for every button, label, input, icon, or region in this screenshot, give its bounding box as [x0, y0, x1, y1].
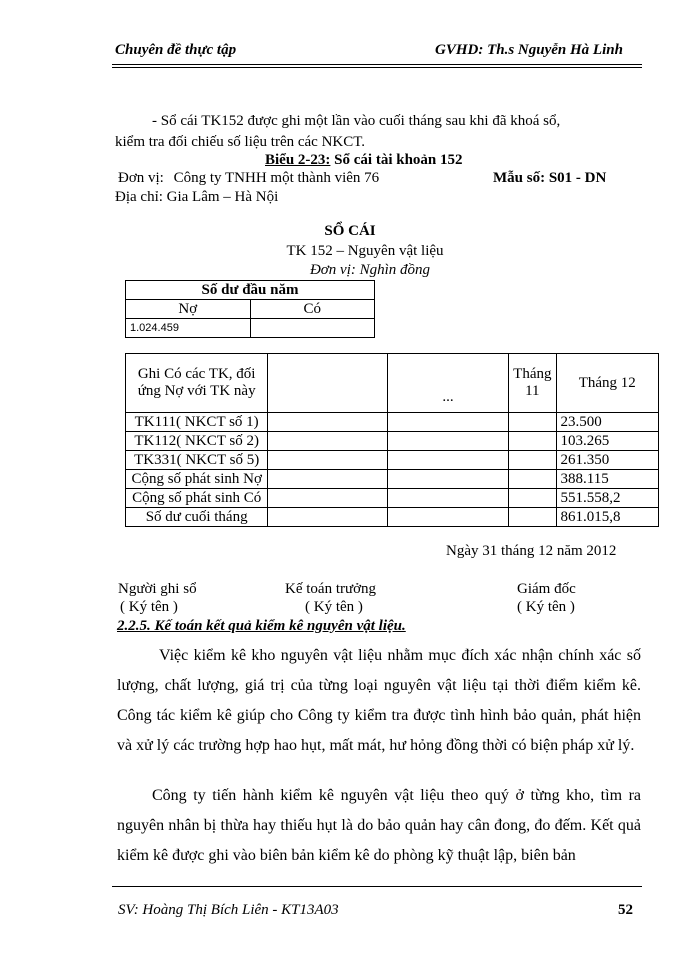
row-cell-empty [509, 432, 556, 451]
row-cell-empty [268, 432, 388, 451]
header-contra-line-1: Ghi Có các TK, đối [137, 366, 256, 382]
table-row [126, 451, 659, 470]
ledger-currency-unit: Đơn vị: Nghìn đồng [309, 262, 431, 278]
header-rule [112, 64, 642, 68]
signing-date: Ngày 31 tháng 12 năm 2012 [446, 543, 617, 559]
table-row [126, 489, 659, 508]
row-cell-empty [509, 489, 556, 508]
row-label: TK112( NKCT số 2) [126, 432, 268, 451]
row-cell-empty [268, 470, 388, 489]
row-cell-empty [387, 413, 508, 432]
row-cell-empty [509, 508, 556, 527]
opening-credit-value [250, 319, 375, 338]
row-value-december: 23.500 [556, 413, 659, 432]
row-value-december: 861.015,8 [556, 508, 659, 527]
ledger-table [125, 353, 659, 527]
opening-debit-header: Nợ [126, 300, 251, 319]
row-cell-empty [387, 432, 508, 451]
row-value-december: 103.265 [556, 432, 659, 451]
row-value-december: 261.350 [556, 451, 659, 470]
row-cell-empty [387, 451, 508, 470]
intro-line-1: - Sổ cái TK152 được ghi một lần vào cuối tháng sau khi đã khoá sổ, [152, 113, 561, 129]
opening-balance-title: Số dư đầu năm [126, 281, 375, 300]
row-label: Số dư cuối tháng [126, 508, 268, 527]
row-cell-empty [268, 413, 388, 432]
row-cell-empty [509, 470, 556, 489]
footer-student: SV: Hoàng Thị Bích Liên - KT13A03 [118, 902, 339, 918]
header-month-12: Tháng 12 [556, 354, 659, 413]
opening-balance-table [125, 280, 375, 338]
row-value-december: 551.558,2 [556, 489, 659, 508]
row-cell-empty [509, 451, 556, 470]
opening-credit-header: Có [250, 300, 375, 319]
header-contra-account [126, 354, 268, 413]
row-cell-empty [268, 508, 388, 527]
table-row [126, 432, 659, 451]
signature-recorder-sign: ( Ký tên ) [120, 599, 178, 615]
row-cell-empty [509, 413, 556, 432]
signature-chief-accountant-sign: ( Ký tên ) [305, 599, 363, 615]
header-ellipsis: ... [387, 354, 508, 413]
table-row [126, 470, 659, 489]
header-month-11: Tháng 11 [509, 354, 556, 413]
row-cell-empty [387, 470, 508, 489]
row-label: TK331( NKCT số 5) [126, 451, 268, 470]
row-cell-empty [268, 451, 388, 470]
intro-line-2: kiểm tra đối chiếu số liệu trên các NKCT. [115, 134, 366, 150]
exhibit-name: Sổ cái tài khoản 152 [330, 152, 463, 168]
form-number: Mẫu số: S01 - DN [493, 170, 607, 186]
table-row [126, 508, 659, 527]
signature-recorder-title: Người ghi sổ [118, 581, 197, 597]
footer-rule [112, 886, 642, 887]
footer-page-number: 52 [618, 902, 633, 918]
address-line: Địa chỉ: Gia Lâm – Hà Nội [115, 189, 279, 205]
ledger-title: SỔ CÁI [324, 223, 376, 239]
row-cell-empty [268, 489, 388, 508]
ledger-account: TK 152 – Nguyên vật liệu [286, 243, 444, 259]
unit-line [118, 170, 379, 187]
row-value-december: 388.115 [556, 470, 659, 489]
exhibit-title [265, 152, 463, 169]
header-advisor: GVHD: Th.s Nguyễn Hà Linh [435, 42, 623, 58]
signature-director-title: Giám đốc [517, 581, 576, 597]
row-cell-empty [387, 508, 508, 527]
signature-chief-accountant-title: Kế toán trưởng [285, 581, 377, 597]
row-cell-empty [387, 489, 508, 508]
exhibit-label: Biểu 2-23: [265, 152, 331, 168]
body-paragraph-2: Công ty tiến hành kiểm kê nguyên vật liệu theo quý ở từng kho, tìm ra nguyên nhân bị thừa hay thiếu hụt là do bảo quản hay cân đong, đo đếm. Kết quả kiểm kê được ghi vào biên bản kiểm kê do phòng kỹ thuật lập, biên bản [117, 787, 641, 864]
unit-label: Đơn vị: [118, 170, 164, 186]
header-course-title: Chuyên đề thực tập [115, 42, 237, 58]
opening-debit-value: 1.024.459 [126, 319, 251, 338]
ledger-table-header [126, 354, 659, 413]
row-label: TK111( NKCT số 1) [126, 413, 268, 432]
signature-director-sign: ( Ký tên ) [517, 599, 575, 615]
row-label: Cộng số phát sinh Có [126, 489, 268, 508]
row-label: Cộng số phát sinh Nợ [126, 470, 268, 489]
table-row [126, 413, 659, 432]
header-col-2 [268, 354, 388, 413]
header-contra-line-2: ứng Nợ với TK này [137, 383, 256, 399]
body-paragraph-1: Việc kiểm kê kho nguyên vật liệu nhằm mục đích xác nhận chính xác số lượng, chất lượng, giá trị của từng loại nguyên vật liệu tại thời điểm kiểm kê. Công tác kiểm kê giúp cho Công ty kiểm tra được tình hình bảo quản, phát hiện và xử lý các trường hợp hao hụt, mất mát, hư hỏng đồng thời có biện pháp xử lý. [117, 647, 641, 754]
section-heading: 2.2.5. Kế toán kết quả kiểm kê nguyên vật liệu. [117, 618, 406, 634]
unit-name: Công ty TNHH một thành viên 76 [173, 170, 380, 186]
